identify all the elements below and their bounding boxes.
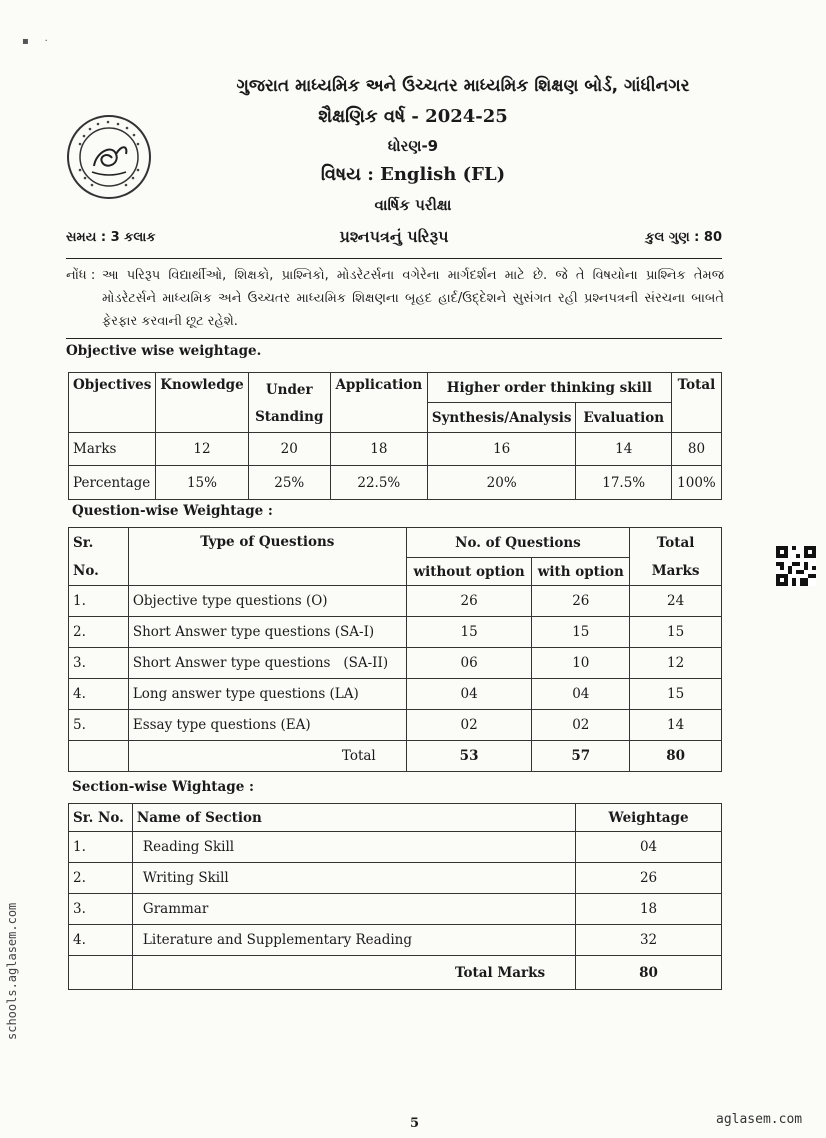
cell: 15 bbox=[406, 617, 532, 648]
cell: 80 bbox=[576, 956, 722, 990]
cell: 14 bbox=[630, 710, 722, 741]
cell: 15 bbox=[630, 617, 722, 648]
cell: 2. bbox=[69, 863, 133, 894]
page-number: 5 bbox=[410, 1116, 420, 1131]
objective-table bbox=[68, 372, 722, 500]
total-header: Total bbox=[671, 373, 721, 433]
cell: Short Answer type questions (SA-II) bbox=[128, 648, 406, 679]
board-name: ગુજરાત માધ્યમિક અને ઉચ્ચતર માધ્યમિક શિક્ષણ બોર્ડ, ગાંધીનગર bbox=[236, 76, 690, 96]
note-rule bbox=[66, 338, 722, 339]
objective-table-title: Objective wise weightage. bbox=[66, 343, 262, 359]
table-row bbox=[69, 925, 722, 956]
cell: 24 bbox=[630, 586, 722, 617]
standing-header: Standing bbox=[248, 403, 330, 433]
cell: 18 bbox=[330, 433, 427, 466]
marks-header: Marks bbox=[630, 558, 722, 586]
row-label: Marks bbox=[69, 433, 156, 466]
cell: 12 bbox=[630, 648, 722, 679]
exam-time: સમય : 3 કલાક bbox=[66, 230, 156, 245]
under-header: Under bbox=[248, 373, 330, 403]
side-watermark: schools.aglasem.com bbox=[5, 902, 19, 1040]
section-table bbox=[68, 803, 722, 990]
name-header: Name of Section bbox=[132, 804, 575, 832]
num-header: No. of Questions bbox=[406, 528, 629, 558]
knowledge-header: Knowledge bbox=[156, 373, 248, 433]
cell: 12 bbox=[156, 433, 248, 466]
cell: 80 bbox=[671, 433, 721, 466]
with-option-header: with option bbox=[532, 558, 630, 586]
cell: 3. bbox=[69, 894, 133, 925]
question-table-title: Question-wise Weightage : bbox=[72, 503, 273, 519]
weightage-header: Weightage bbox=[576, 804, 722, 832]
subject: વિષય : English (FL) bbox=[320, 164, 506, 185]
table-row bbox=[69, 710, 722, 741]
synthesis-header: Synthesis/Analysis bbox=[427, 403, 576, 433]
cell: 26 bbox=[576, 863, 722, 894]
total-header: Total bbox=[630, 528, 722, 558]
cell: Grammar bbox=[132, 894, 575, 925]
cell: Literature and Supplementary Reading bbox=[132, 925, 575, 956]
cell: 1. bbox=[69, 832, 133, 863]
cell: Objective type questions (O) bbox=[128, 586, 406, 617]
table-row bbox=[69, 863, 722, 894]
cell: 10 bbox=[532, 648, 630, 679]
row-label: Percentage bbox=[69, 466, 156, 500]
cell: 4. bbox=[69, 679, 129, 710]
cell: 3. bbox=[69, 648, 129, 679]
note-text: આ પરિરૂપ વિદ્યાર્થીઓ, શિક્ષકો, પ્રાશ્નિકો, મોડરેટર્સના વગેરેના માર્ગદર્શન માટે છે. જે તે વિષયોના પ્રાશ્નિક તેમજ મોડરેટર્સને માધ્યમિક અને ઉચ્ચતર માધ્યમિક શિક્ષણના બૃહદ હાર્દ/ઉદ્દેશને સુસંગત રહી પ્રશ્નપત્રની સંરચના બાબતે ફેરફાર કરવાની છૂટ રહેશે. bbox=[102, 268, 724, 329]
cell: 32 bbox=[576, 925, 722, 956]
cell: 80 bbox=[630, 741, 722, 772]
cell: 53 bbox=[406, 741, 532, 772]
cell: Essay type questions (EA) bbox=[128, 710, 406, 741]
site-footer: aglasem.com bbox=[716, 1112, 803, 1127]
cell: 06 bbox=[406, 648, 532, 679]
cell: 22.5% bbox=[330, 466, 427, 500]
cell: 02 bbox=[406, 710, 532, 741]
cell: 100% bbox=[671, 466, 721, 500]
table-row bbox=[69, 466, 722, 500]
table-row bbox=[69, 894, 722, 925]
cell: Short Answer type questions (SA-I) bbox=[128, 617, 406, 648]
objectives-header: Objectives bbox=[69, 373, 156, 433]
cell: 17.5% bbox=[576, 466, 671, 500]
total-marks: કુલ ગુણ : 80 bbox=[645, 230, 722, 245]
question-table bbox=[68, 527, 722, 772]
cell: 1. bbox=[69, 586, 129, 617]
cell: 25% bbox=[248, 466, 330, 500]
cell: 20 bbox=[248, 433, 330, 466]
cell: Long answer type questions (LA) bbox=[128, 679, 406, 710]
exam-name: વાર્ષિક પરીક્ષા bbox=[374, 196, 452, 214]
evaluation-header: Evaluation bbox=[576, 403, 671, 433]
table-row bbox=[69, 617, 722, 648]
table-row-total bbox=[69, 956, 722, 990]
header-rule bbox=[66, 258, 722, 259]
cell: 5. bbox=[69, 710, 129, 741]
standard: ધોરણ-9 bbox=[387, 137, 439, 155]
cell: 14 bbox=[576, 433, 671, 466]
application-header: Application bbox=[330, 373, 427, 433]
cell: 57 bbox=[532, 741, 630, 772]
cell: 2. bbox=[69, 617, 129, 648]
qr-code bbox=[776, 546, 816, 586]
sr-header: Sr. bbox=[69, 528, 129, 558]
section-table-title: Section-wise Wightage : bbox=[72, 779, 254, 795]
table-row bbox=[69, 679, 722, 710]
academic-year: શૈક્ષણિક વર્ષ - 2024-25 bbox=[318, 106, 508, 127]
cell: 15 bbox=[630, 679, 722, 710]
no-header: No. bbox=[69, 558, 129, 586]
hots-header: Higher order thinking skill bbox=[427, 373, 671, 403]
table-row-total bbox=[69, 741, 722, 772]
table-row bbox=[69, 832, 722, 863]
table-row bbox=[69, 433, 722, 466]
total-label: Total bbox=[128, 741, 406, 772]
cell: 04 bbox=[576, 832, 722, 863]
total-marks-label: Total Marks bbox=[132, 956, 575, 990]
table-row bbox=[69, 586, 722, 617]
blueprint-title: પ્રશ્નપત્રનું પરિરૂપ bbox=[339, 227, 449, 246]
table-row bbox=[69, 648, 722, 679]
cell: 18 bbox=[576, 894, 722, 925]
cell: 26 bbox=[532, 586, 630, 617]
cell: 20% bbox=[427, 466, 576, 500]
cell: 26 bbox=[406, 586, 532, 617]
cell: Reading Skill bbox=[132, 832, 575, 863]
without-option-header: without option bbox=[406, 558, 532, 586]
sr-no-header: Sr. No. bbox=[69, 804, 133, 832]
cell: 04 bbox=[532, 679, 630, 710]
cell: 02 bbox=[532, 710, 630, 741]
exam-info-row bbox=[66, 227, 722, 251]
cell: 16 bbox=[427, 433, 576, 466]
type-header: Type of Questions bbox=[128, 528, 406, 586]
scan-specks: ▪ · bbox=[22, 36, 48, 47]
cell: 15% bbox=[156, 466, 248, 500]
cell: 4. bbox=[69, 925, 133, 956]
cell: Writing Skill bbox=[132, 863, 575, 894]
cell: 04 bbox=[406, 679, 532, 710]
note-label: નોંધ : bbox=[66, 268, 96, 283]
cell: 15 bbox=[532, 617, 630, 648]
